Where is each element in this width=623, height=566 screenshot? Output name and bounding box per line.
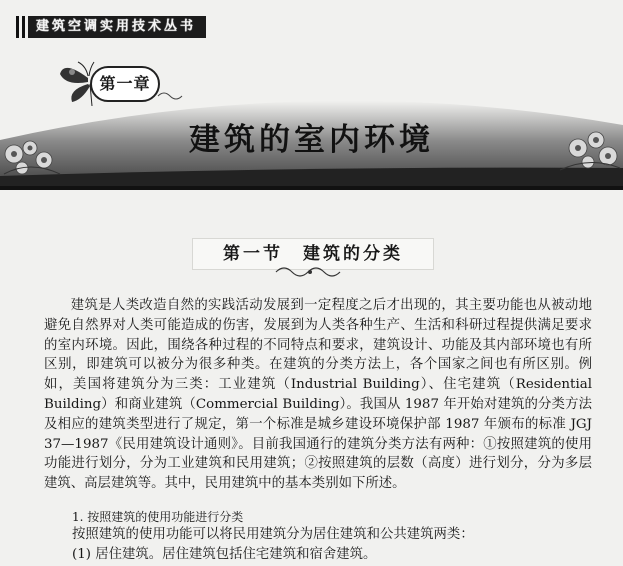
body-paragraph: 建筑是人类改造自然的实践活动发展到一定程度之后才出现的，其主要功能也从被动地避免自然界对人类可能造成的伤害，发展到为人类各种生产、生活和科研过程提供满足要求的室内环境。因此，围绕各种过程的不同特点和要求，建筑设计、功能及其内部环境也有所区别，即建筑可以被分为很多种类。在建筑的分类方法上，各个国家之间也有所区别。例如，美国将建筑分为三类：工业建筑（Industrial Building）、住宅建筑（Residential Building）和商业建筑（Commercial Building）。我国从 1987 年开始对建筑的分类方法及相应的建筑类型进行了规定，第一个标准是城乡建设环境保护部 1987 年颁布的标准 JGJ 37—1987《民用建筑设计通则》。目前我国通行的建筑分类方法有两种：①按照建筑的使用功能进行划分，分为工业建筑和民用建筑；②按照建筑的层数（高度）进行划分，分为多层建筑、高层建筑等。其中，民用建筑中的基本类别如下所述。 [44, 298, 592, 492]
body-paragraph-block [44, 296, 592, 494]
series-marker-bar [22, 16, 25, 38]
bleed-through-text [36, 190, 596, 205]
subsection-heading: 1. 按照建筑的使用功能进行分类 [72, 510, 244, 524]
series-marker-bar [16, 16, 19, 38]
body-line: 按照建筑的使用功能可以将民用建筑分为居住建筑和公共建筑两类： [72, 527, 474, 542]
chapter-label: 第一章 [90, 66, 160, 102]
series-title: 建筑空调实用技术丛书 [28, 16, 206, 38]
body-line: (1) 居住建筑。居住建筑包括住宅建筑和宿舍建筑。 [72, 547, 377, 562]
section-title: 第一节 建筑的分类 [192, 238, 434, 270]
section-ornament [270, 266, 350, 278]
series-header [16, 16, 206, 38]
chapter-title: 建筑的室内环境 [189, 122, 434, 158]
